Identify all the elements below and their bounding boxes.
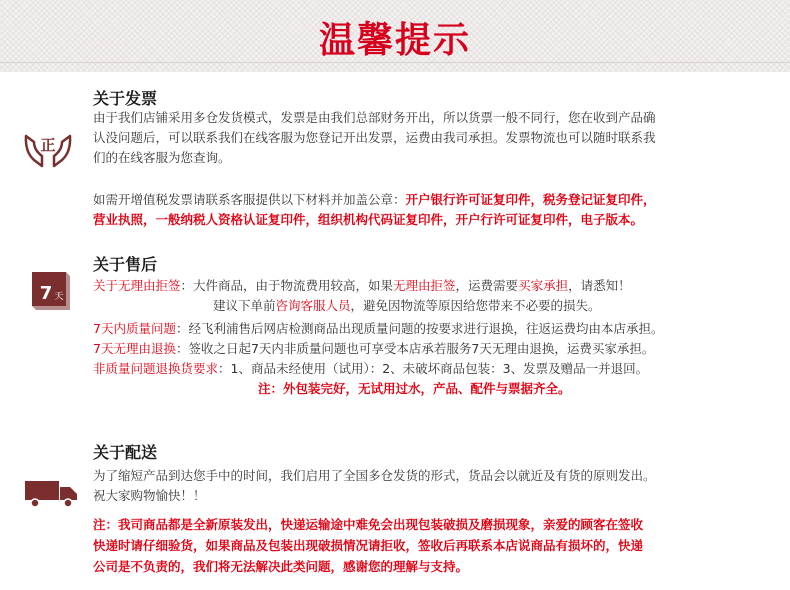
highlight-text: 买家承担 bbox=[518, 278, 569, 293]
text-line: 祝大家购物愉快！！ bbox=[93, 488, 206, 503]
note-line: 快递时请仔细验货，如果商品及包装出现破损情况请拒收，签收后再联系本店说商品有损坏的，快递 bbox=[93, 538, 644, 553]
vat-invoice-requirements bbox=[93, 190, 763, 230]
page-title: 温馨提示 bbox=[318, 20, 471, 61]
vat-prefix: 如需开增值税发票请联系客服提供以下材料并加盖公章： bbox=[93, 192, 406, 207]
rule-text: ，运费需要 bbox=[455, 278, 519, 293]
rule-label: 非质量问题退换货要求 bbox=[93, 361, 219, 376]
invoice-section-title: 关于发票 bbox=[93, 89, 158, 108]
vat-materials: 开户银行许可证复印件，税务登记证复印件， bbox=[405, 192, 656, 207]
vat-materials: 营业执照，一般纳税人资格认证复印件，组织机构代码证复印件，开户行许可证复印件，电子版本。 bbox=[93, 212, 644, 227]
highlight-text: 咨询客服人员 bbox=[275, 298, 351, 313]
text-line: 认没问题后，可以联系我们在线客服为您登记开出发票，运费由我司承担。发票物流也可以随时联系我 bbox=[93, 130, 656, 145]
rule-text: ，避免因物流等原因给您带来不必要的损失。 bbox=[350, 298, 601, 313]
text-line: 们的在线客服为您查询。 bbox=[93, 150, 231, 165]
note-line: 公司是不负责的，我们将无法解决此类问题，感谢您的理解与支持。 bbox=[93, 559, 469, 574]
rule-text: ：签收之日起7天内非质量问题也可享受本店承若服务7天无理由退换，运费买家承担。 bbox=[175, 341, 655, 356]
rule-text: ：经飞利浦售后网店检测商品出现质量问题的按要求进行退换，往返运费均由本店承担。 bbox=[175, 321, 664, 336]
note-line: 注：我司商品都是全新原装发出，快递运输途中难免会出现包装破损及磨损现象，亲爱的顾客在签收 bbox=[93, 517, 644, 532]
rule-label: 关于无理由拒签 bbox=[93, 278, 181, 293]
aftersales-note: 注：外包装完好，无试用过水，产品、配件与票据齐全。 bbox=[258, 381, 571, 396]
rule-text: ：大件商品，由于物流费用较高，如果 bbox=[180, 278, 394, 293]
highlight-text: 无理由拒签 bbox=[393, 278, 456, 293]
shipping-note bbox=[93, 514, 763, 577]
calendar-7days-icon bbox=[30, 270, 70, 314]
text-line: 为了缩短产品到达您手中的时间，我们启用了全国多仓发货的形式，货品会以就近及有货的原则发出。 bbox=[93, 468, 656, 483]
header-banner bbox=[0, 0, 790, 72]
icon-label: 7 bbox=[39, 283, 53, 304]
icon-label: 正 bbox=[40, 136, 56, 154]
rule-label: 7天无理由退换 bbox=[93, 341, 176, 356]
icon-label: 天 bbox=[54, 292, 64, 302]
hands-zheng-icon bbox=[22, 128, 74, 174]
invoice-description bbox=[93, 108, 763, 168]
shipping-section-title: 关于配送 bbox=[93, 443, 158, 462]
aftersales-section-title: 关于售后 bbox=[93, 255, 158, 274]
rule-label: 7天内质量问题 bbox=[93, 321, 176, 336]
rule-text: 建议下单前 bbox=[213, 298, 276, 313]
banner-divider bbox=[0, 62, 790, 63]
shipping-description bbox=[93, 466, 763, 506]
truck-icon bbox=[24, 478, 78, 512]
rule-text: ：1、商品未经使用（试用）：2、未破坏商品包装：3、发票及赠品一并退回。 bbox=[218, 361, 649, 376]
aftersales-rules bbox=[93, 276, 763, 399]
rule-text: ，请悉知！ bbox=[568, 278, 631, 293]
text-line: 由于我们店铺采用多仓发货模式，发票是由我们总部财务开出，所以货票一般不同行，您在收到产品确 bbox=[93, 110, 656, 125]
